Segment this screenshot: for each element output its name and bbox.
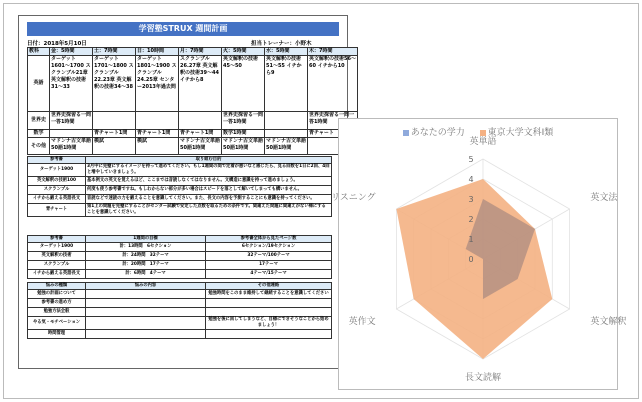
- goals-cell: 英文解釈の技術: [28, 252, 86, 261]
- concerns-cell: 勉強方法全般: [28, 308, 86, 317]
- schedule-row: [28, 56, 358, 112]
- schedule-cell: ターゲット1701〜1800 スクランブル22.23章 英文解釈の技術34〜38: [93, 56, 136, 112]
- schedule-cell: マドンナ古文単語50語1時間: [222, 138, 265, 155]
- purpose-cell: イチから鍛える英語長文: [28, 195, 86, 204]
- concerns-row: [28, 299, 332, 308]
- concerns-cell: [206, 308, 332, 317]
- concerns-cell: 参考書の進め方: [28, 299, 86, 308]
- concerns-cell: [206, 299, 332, 308]
- purpose-row: [28, 186, 332, 195]
- schedule-cell: ターゲット1601〜1700 スクランブル21章 英文解釈の技術31〜33: [50, 56, 93, 112]
- schedule-cell: ターゲット1801〜1900 スクランブル24.25章 センター2013年過去問: [136, 56, 179, 112]
- concerns-header-cell: その他連絡: [206, 283, 332, 290]
- purpose-cell: 3月中に完璧にするイメージを持って進めてください。もし1週間の間で定着が悪いなと感じたら、見る回数を1日に2回、4回と増やしていきましょう。: [87, 164, 330, 175]
- radar-plot: [330, 119, 627, 391]
- schedule-header-cell: 月：7時間: [179, 48, 222, 56]
- schedule-cell: 世界史探習る一問一答1時間: [222, 112, 265, 130]
- schedule-row: [28, 138, 358, 155]
- schedule-cell: 青チャート1問: [93, 130, 136, 138]
- schedule-header-cell: 土：7時間: [93, 48, 136, 56]
- purpose-cell: 第1上の問題を完璧にすることがセンター試験で安定した点数を取るための条件です。間違えた問題に間違えがない様にすることを意識してください。: [86, 204, 332, 217]
- subject-cell: 世界史: [28, 112, 50, 130]
- purpose-cell: 英文解釈の技術100: [28, 177, 86, 186]
- goals-header-row: [28, 236, 332, 243]
- concerns-cell: [86, 317, 206, 330]
- goals-header-cell: 参考書全体から見たページ数: [206, 236, 332, 243]
- schedule-cell: マドンナ古文単語50語1時間: [265, 138, 308, 155]
- axis-label: 英作文: [348, 317, 376, 327]
- axis-label: 英単語: [469, 137, 497, 147]
- goals-cell: 計：20時間 17テーマ: [86, 261, 206, 270]
- schedule-cell: [265, 130, 308, 138]
- purpose-table: [27, 156, 332, 217]
- subject-cell: 英語: [28, 56, 50, 112]
- axis-label: 長文読解: [464, 373, 502, 383]
- schedule-cell: 世界史探習る一問一答1時間: [50, 112, 93, 130]
- schedule-cell: 青チャート1問: [179, 130, 222, 138]
- tick-label: 4: [468, 175, 474, 184]
- purpose-cell: スクランブル: [28, 186, 86, 195]
- tick-label: 2: [468, 215, 474, 224]
- goals-cell: 32テーマ/100テーマ: [206, 252, 332, 261]
- document-date: 日付：2018年5月10日: [27, 41, 87, 47]
- subject-cell: 数学: [28, 130, 50, 138]
- goals-cell: ターゲット1900: [28, 243, 86, 252]
- purpose-row: [28, 204, 332, 217]
- purpose-cell: 青チャート: [28, 204, 86, 217]
- concerns-cell: [86, 308, 206, 317]
- goals-cell: 17テーマ: [206, 261, 332, 270]
- tick-label: 5: [468, 155, 474, 164]
- purpose-cell: 音読などで速読の力を鍛えることを意識してください。また、長文の内容を予測することにも意識を持ってください。: [86, 195, 332, 204]
- goals-cell: 計：13時間 6セクション: [86, 243, 206, 252]
- schedule-cell: 青チャート: [308, 130, 358, 138]
- concerns-row: [28, 330, 332, 339]
- concerns-cell: 勉強を後に回してしまうなど、目標にできそうなことから始めましょう！: [206, 317, 332, 330]
- document-title: 学習塾STRUX 週間計画: [27, 22, 339, 36]
- schedule-header-cell: 金：5時間: [50, 48, 93, 56]
- tick-label: 3: [468, 195, 474, 204]
- schedule-row: [28, 112, 358, 130]
- radar-chart: [330, 118, 627, 390]
- schedule-header-cell: 水：5時間: [265, 48, 308, 56]
- schedule-cell: 数学1時間: [222, 130, 265, 138]
- goals-cell: 6セクション/19セクション: [206, 243, 332, 252]
- concerns-cell: [86, 299, 206, 308]
- goals-cell: イチから鍛える英語長文: [28, 270, 86, 279]
- schedule-cell: [179, 112, 222, 130]
- schedule-header-cell: 日：10時間: [136, 48, 179, 56]
- concerns-cell: [206, 330, 332, 339]
- concerns-cell: [86, 290, 206, 299]
- schedule-cell: 英文解釈の技術45〜50: [222, 56, 265, 112]
- schedule-cell: 英文解釈の技術51〜55 イチから9: [265, 56, 308, 112]
- tick-label: 0: [468, 255, 474, 264]
- purpose-header-cell: 取り組む目的: [86, 157, 332, 164]
- concerns-header-row: [28, 283, 332, 290]
- subject-cell: その他: [28, 138, 50, 155]
- schedule-row: [28, 130, 358, 138]
- schedule-cell: スクランブル26.27章 英文解釈の技術39〜44 イチから8: [179, 56, 222, 112]
- schedule-cell: 世界史探習る一問一答1時間: [308, 112, 358, 130]
- purpose-row: [28, 177, 332, 186]
- goals-row: [28, 252, 332, 261]
- purpose-row: [28, 195, 332, 204]
- concerns-cell: やる気・モチベーション: [28, 317, 86, 330]
- schedule-header-row: [28, 48, 358, 56]
- schedule-cell: 英文解釈の技術56〜60 イチから10: [308, 56, 358, 112]
- purpose-cell: ターゲット1900: [28, 164, 86, 177]
- goals-cell: 4テーマ/15テーマ: [206, 270, 332, 279]
- trainer-name: 担当トレーナー：小野木: [251, 41, 312, 47]
- schedule-cell: 青チャート1問: [136, 130, 179, 138]
- concerns-header-cell: 悩みの内容: [86, 283, 206, 290]
- schedule-cell: [93, 112, 136, 130]
- purpose-row: [28, 164, 332, 177]
- concerns-row: [28, 308, 332, 317]
- schedule-cell: 模試: [136, 138, 179, 155]
- concerns-row: [28, 290, 332, 299]
- purpose-cell: 何度も使う参考書ですね。もしわからない部分が多い場合はスピードを落として解いてしまっても構いません。: [86, 186, 332, 195]
- goals-cell: スクランブル: [28, 261, 86, 270]
- tick-label: 1: [468, 235, 474, 244]
- concerns-header-cell: 悩みの種類: [28, 283, 86, 290]
- axis-label: リスニング: [330, 193, 376, 203]
- goals-table: [27, 235, 332, 279]
- concerns-row: [28, 317, 332, 330]
- legend-label-you: あなたの学力: [410, 128, 465, 138]
- goals-header-cell: 1週間の目標: [86, 236, 206, 243]
- purpose-header-cell: 参考書: [28, 157, 86, 164]
- concerns-cell: 勉強の計画について: [28, 290, 86, 299]
- purpose-cell: 基本例文の英文を覚えるほど、ここまでは音読しなくてはなりません。文構造に意識を持って進めましょう。: [86, 177, 332, 186]
- concerns-cell: [86, 330, 206, 339]
- concerns-cell: 勉強時間をこのまま維持して継続することを意識してください: [206, 290, 332, 299]
- goals-row: [28, 270, 332, 279]
- schedule-cell: マドンナ古文単語50語1時間: [50, 138, 93, 155]
- schedule-cell: [265, 112, 308, 130]
- schedule-header-cell: 火：5時間: [222, 48, 265, 56]
- series-area-todai: [396, 179, 552, 359]
- schedule-cell: マドンナ古文単語50語1時間: [179, 138, 222, 155]
- schedule-cell: [50, 130, 93, 138]
- concerns-table: [27, 282, 332, 339]
- purpose-header-row: [28, 157, 332, 164]
- legend-label-todai: 東京大学文科Ⅰ類: [487, 128, 554, 138]
- goals-header-cell: 参考書: [28, 236, 86, 243]
- schedule-table: [27, 47, 358, 155]
- goals-row: [28, 261, 332, 270]
- goals-cell: 計：24時間 32テーマ: [86, 252, 206, 261]
- axis-label: 英文法: [590, 193, 618, 203]
- goals-row: [28, 243, 332, 252]
- goals-cell: 計：6時間 4テーマ: [86, 270, 206, 279]
- schedule-cell: [136, 112, 179, 130]
- schedule-header-cell: 木：7時間: [308, 48, 358, 56]
- schedule-cell: 模試: [93, 138, 136, 155]
- axis-label: 英文解釈: [590, 317, 627, 327]
- concerns-cell: 時間管理: [28, 330, 86, 339]
- schedule-header-cell: 教科: [28, 48, 50, 56]
